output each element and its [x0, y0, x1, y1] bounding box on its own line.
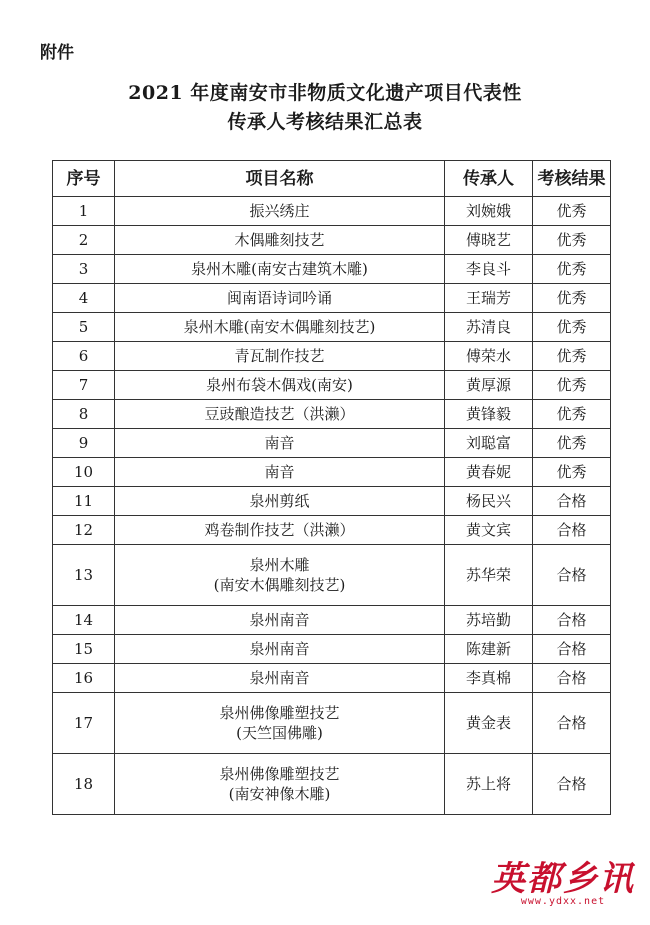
table-header-row [53, 161, 611, 197]
row-inheritor: 黄锋毅 [445, 400, 533, 429]
watermark-text: 英都乡讯 [491, 859, 635, 899]
project-name-line: 泉州木雕(南安古建筑木雕) [191, 260, 368, 278]
row-inheritor: 刘聪富 [445, 429, 533, 458]
row-project-name [115, 754, 445, 815]
row-project-name [115, 313, 445, 342]
project-name-line: 泉州南音 [249, 611, 310, 629]
project-name-line: 南音 [264, 463, 295, 481]
row-inheritor: 苏华荣 [445, 545, 533, 606]
row-result: 合格 [533, 754, 611, 815]
row-index: 14 [53, 606, 115, 635]
document-title-line2: 传承人考核结果汇总表 [227, 111, 423, 133]
row-inheritor: 傅荣水 [445, 342, 533, 371]
results-table [52, 160, 611, 815]
row-index: 16 [53, 664, 115, 693]
table-row [53, 313, 611, 342]
project-name-line: 泉州木雕 [249, 556, 310, 574]
project-name-line: 青瓦制作技艺 [234, 347, 325, 365]
project-name-line: (南安神像木雕) [228, 785, 331, 803]
table-row [53, 400, 611, 429]
row-project-name [115, 255, 445, 284]
row-inheritor: 苏培勤 [445, 606, 533, 635]
row-inheritor: 苏上将 [445, 754, 533, 815]
row-result: 合格 [533, 516, 611, 545]
row-project-name [115, 284, 445, 313]
row-project-name [115, 545, 445, 606]
row-inheritor: 陈建新 [445, 635, 533, 664]
table-row [53, 545, 611, 606]
project-name-line: 闽南语诗词吟诵 [226, 289, 332, 307]
table-body [53, 197, 611, 815]
table-row [53, 458, 611, 487]
row-project-name [115, 606, 445, 635]
header-result: 考核结果 [533, 161, 611, 197]
row-index: 15 [53, 635, 115, 664]
row-project-name [115, 693, 445, 754]
project-name-line: 鸡卷制作技艺（洪濑） [204, 521, 355, 539]
row-result: 合格 [533, 606, 611, 635]
watermark-logo [488, 860, 638, 907]
row-inheritor: 刘婉娥 [445, 197, 533, 226]
table-row [53, 487, 611, 516]
row-inheritor: 黄厚源 [445, 371, 533, 400]
project-name-line: 泉州佛像雕塑技艺 [219, 765, 340, 783]
row-inheritor: 苏清良 [445, 313, 533, 342]
project-name-line: 振兴绣庄 [249, 202, 310, 220]
row-index: 1 [53, 197, 115, 226]
project-name-line: 木偶雕刻技艺 [234, 231, 325, 249]
row-index: 10 [53, 458, 115, 487]
project-name-line: 泉州南音 [249, 669, 310, 687]
row-project-name [115, 664, 445, 693]
table-row [53, 342, 611, 371]
row-result: 优秀 [533, 371, 611, 400]
header-inheritor: 传承人 [445, 161, 533, 197]
table-row [53, 284, 611, 313]
table-row [53, 606, 611, 635]
row-inheritor: 傅晓艺 [445, 226, 533, 255]
row-inheritor: 黄春妮 [445, 458, 533, 487]
table-row [53, 664, 611, 693]
row-index: 18 [53, 754, 115, 815]
row-index: 2 [53, 226, 115, 255]
project-name-line: 南音 [264, 434, 295, 452]
row-result: 优秀 [533, 429, 611, 458]
project-name-line: 泉州南音 [249, 640, 310, 658]
table-row [53, 197, 611, 226]
project-name-line: (天竺国佛雕) [236, 724, 323, 742]
row-result: 合格 [533, 635, 611, 664]
row-project-name [115, 226, 445, 255]
table-row [53, 516, 611, 545]
row-index: 8 [53, 400, 115, 429]
row-project-name [115, 487, 445, 516]
row-result: 合格 [533, 664, 611, 693]
row-result: 优秀 [533, 458, 611, 487]
row-result: 优秀 [533, 342, 611, 371]
row-result: 优秀 [533, 400, 611, 429]
table-row [53, 693, 611, 754]
row-inheritor: 王瑞芳 [445, 284, 533, 313]
row-project-name [115, 429, 445, 458]
row-result: 优秀 [533, 284, 611, 313]
row-project-name [115, 197, 445, 226]
row-project-name [115, 635, 445, 664]
project-name-line: 泉州木雕(南安木偶雕刻技艺) [183, 318, 376, 336]
row-index: 4 [53, 284, 115, 313]
row-result: 合格 [533, 487, 611, 516]
table-row [53, 429, 611, 458]
row-result: 优秀 [533, 313, 611, 342]
project-name-line: 泉州剪纸 [249, 492, 310, 510]
row-result: 合格 [533, 545, 611, 606]
row-inheritor: 李真棉 [445, 664, 533, 693]
document-title-line1: 2021 年度南安市非物质文化遗产项目代表性 [128, 82, 522, 104]
row-result: 优秀 [533, 226, 611, 255]
table-row [53, 371, 611, 400]
row-index: 9 [53, 429, 115, 458]
table-row [53, 754, 611, 815]
row-inheritor: 杨民兴 [445, 487, 533, 516]
row-index: 17 [53, 693, 115, 754]
row-index: 12 [53, 516, 115, 545]
project-name-line: 泉州佛像雕塑技艺 [219, 704, 340, 722]
row-project-name [115, 516, 445, 545]
row-result: 合格 [533, 693, 611, 754]
row-index: 13 [53, 545, 115, 606]
row-index: 11 [53, 487, 115, 516]
attachment-label: 附件 [40, 43, 74, 63]
table-row [53, 226, 611, 255]
row-inheritor: 黄文宾 [445, 516, 533, 545]
row-inheritor: 黄金表 [445, 693, 533, 754]
row-inheritor: 李良斗 [445, 255, 533, 284]
row-index: 6 [53, 342, 115, 371]
row-result: 优秀 [533, 197, 611, 226]
row-index: 7 [53, 371, 115, 400]
row-project-name [115, 458, 445, 487]
row-project-name [115, 400, 445, 429]
table-row [53, 635, 611, 664]
row-project-name [115, 371, 445, 400]
table-row [53, 255, 611, 284]
row-index: 3 [53, 255, 115, 284]
row-result: 优秀 [533, 255, 611, 284]
project-name-line: (南安木偶雕刻技艺) [213, 576, 346, 594]
header-index: 序号 [53, 161, 115, 197]
project-name-line: 泉州布袋木偶戏(南安) [206, 376, 353, 394]
watermark-url: www.ydxx.net [520, 896, 606, 907]
project-name-line: 豆豉酿造技艺（洪濑） [204, 405, 355, 423]
row-project-name [115, 342, 445, 371]
row-index: 5 [53, 313, 115, 342]
header-project-name: 项目名称 [115, 161, 445, 197]
